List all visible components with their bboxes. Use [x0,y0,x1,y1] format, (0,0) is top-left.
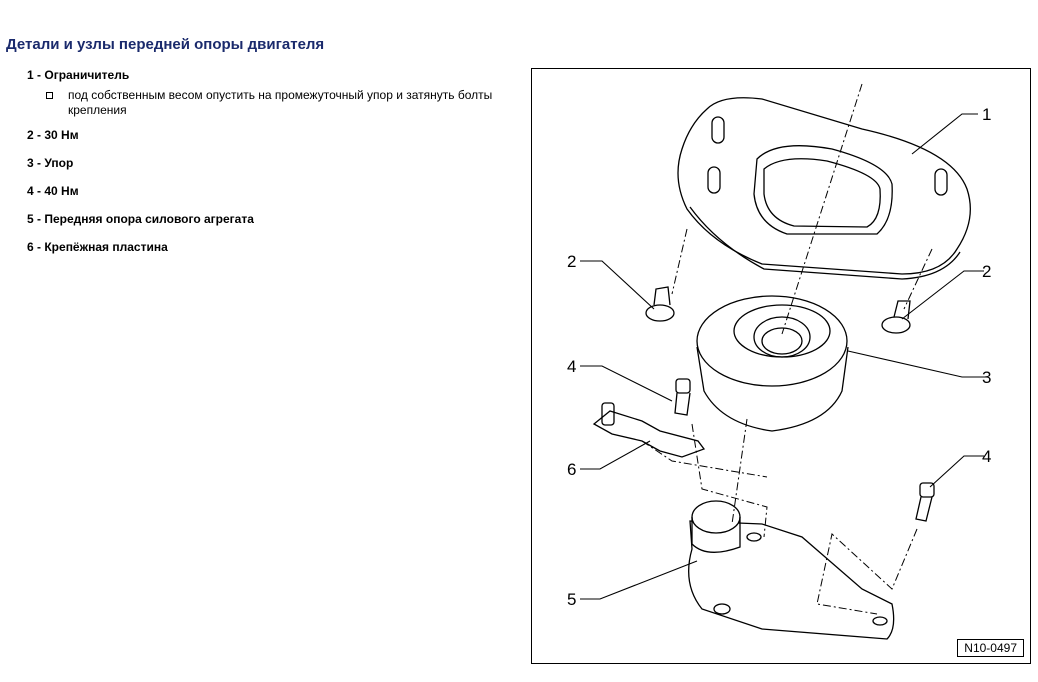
list-item [27,128,517,156]
figure-id: N10-0497 [957,639,1024,657]
bump-stop-drawing [697,296,848,431]
item-note [27,88,517,118]
parts-list [27,68,517,268]
callout-2-right: 2 [982,262,992,281]
item-number: 2 - [27,128,42,142]
callout-5: 5 [567,590,577,609]
list-item [27,156,517,184]
item-label: Крепёжная пластина [44,240,168,254]
exploded-view-figure [531,68,1031,664]
front-mount-drawing [689,501,894,639]
bolt-left-drawing [646,287,674,321]
page-title: Детали и узлы передней опоры двигателя [6,36,325,53]
engine-mount-diagram [532,69,1030,663]
callout-3: 3 [982,368,992,387]
callout-1: 1 [982,105,992,124]
callout-4-right: 4 [982,447,992,466]
item-number: 5 - [27,212,42,226]
callout-4-left: 4 [567,357,577,376]
item-number: 1 - [27,68,42,82]
list-item [27,240,517,268]
limiter-plate-drawing [678,98,970,279]
item-number: 6 - [27,240,42,254]
callout-6: 6 [567,460,577,479]
bolt-right-drawing [882,301,910,333]
square-bullet-icon [46,92,53,99]
item-note-text: под собственным весом опустить на промежуточный упор и затянуть болты крепления [68,88,493,117]
item-number: 3 - [27,156,42,170]
list-item [27,212,517,240]
list-item [27,184,517,212]
item-label: Ограничитель [44,68,130,82]
item-number: 4 - [27,184,42,198]
item-label: 30 Нм [44,128,79,142]
bolt-small-right-drawing [916,483,934,521]
bolt-small-left-drawing [675,379,690,415]
callout-2-left: 2 [567,252,577,271]
item-label: Упор [44,156,74,170]
item-label: 40 Нм [44,184,79,198]
item-label: Передняя опора силового агрегата [44,212,254,226]
